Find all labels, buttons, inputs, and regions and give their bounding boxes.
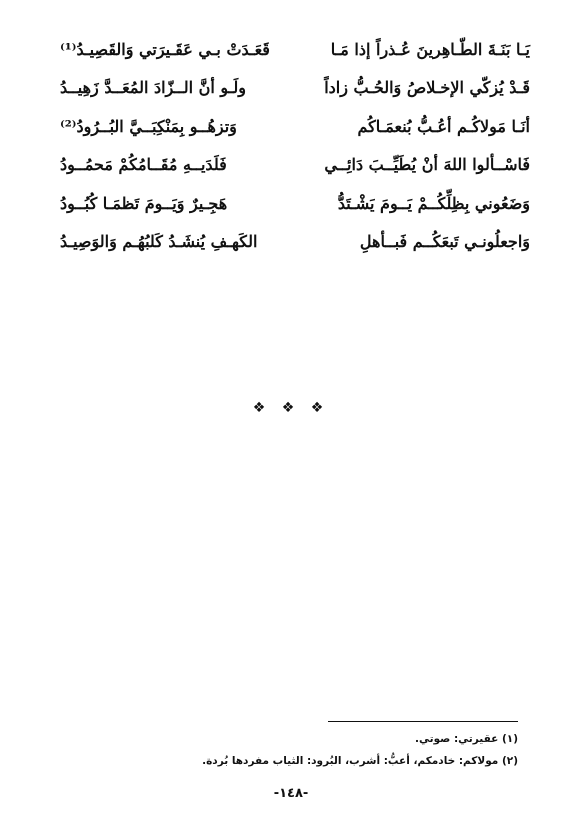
- verse-first-half: قَـدْ يُزكّي الإخـلاصُ وَالحُـبُّ زاداً: [324, 78, 530, 98]
- verse-first-half: فَاسْــألوا اللهَ أنْ يُطَيِّــبَ دَائِــي: [324, 155, 530, 175]
- footnotes: [58, 728, 518, 772]
- verse-second-half: فَلَدَيــهِ مُقَــامُكُمْ مَحمُــودُ: [60, 155, 227, 175]
- verse-second-half: وَتزهُــو بِمَنْكِبَــيَّ البُــرُودُ⁽²⁾: [60, 116, 237, 136]
- verse: [60, 223, 530, 262]
- verse: [60, 107, 530, 146]
- verse-second-half: ولَـو أنَّ الــزّادَ المُعَــدَّ زَهِيــدُ: [60, 78, 246, 98]
- footnote: (١) عقيرتي: صوتي.: [415, 733, 518, 745]
- poem: [60, 30, 530, 261]
- verse: [60, 69, 530, 108]
- section-divider-ornament: ❖ ❖ ❖: [252, 400, 330, 416]
- verse-second-half: هَجِـيرٌ وَيَــومَ تَظمَـا كُبُــودُ: [60, 193, 228, 213]
- footnote-divider: [328, 721, 518, 722]
- verse-first-half: يَـا بَنَـةَ الطّـاهِرينَ عُـذراً إذا مَـا: [330, 39, 530, 59]
- verse: [60, 30, 530, 69]
- verse-first-half: وَاجعلُونـي تَبعَكُــم فَبــأهلِ: [359, 232, 530, 252]
- verse-first-half: وَضَعُوني بِظِلِّكُــمْ يَــومَ يَشْـتَدُّ: [337, 193, 530, 213]
- verse-second-half: قَعَـدَتْ بـي عَقَـيرَتي وَالقَصِيـدُ⁽¹⁾: [60, 39, 270, 59]
- verse: [60, 146, 530, 185]
- verse-second-half: الكَهـفِ يُنشَـدُ كَلبُهُـم وَالوَصِيـدُ: [60, 232, 258, 252]
- footnote: (٢) مولاكم: خادمكم، أعبُّ: أشرب، البُرود: الثياب مفردها بُردة.: [202, 755, 518, 767]
- page-number: -١٤٨-: [273, 786, 309, 801]
- verse-first-half: أنَـا مَولاكُـم أعُـبُّ بُنعمَـاكُم: [357, 116, 530, 136]
- verse: [60, 184, 530, 223]
